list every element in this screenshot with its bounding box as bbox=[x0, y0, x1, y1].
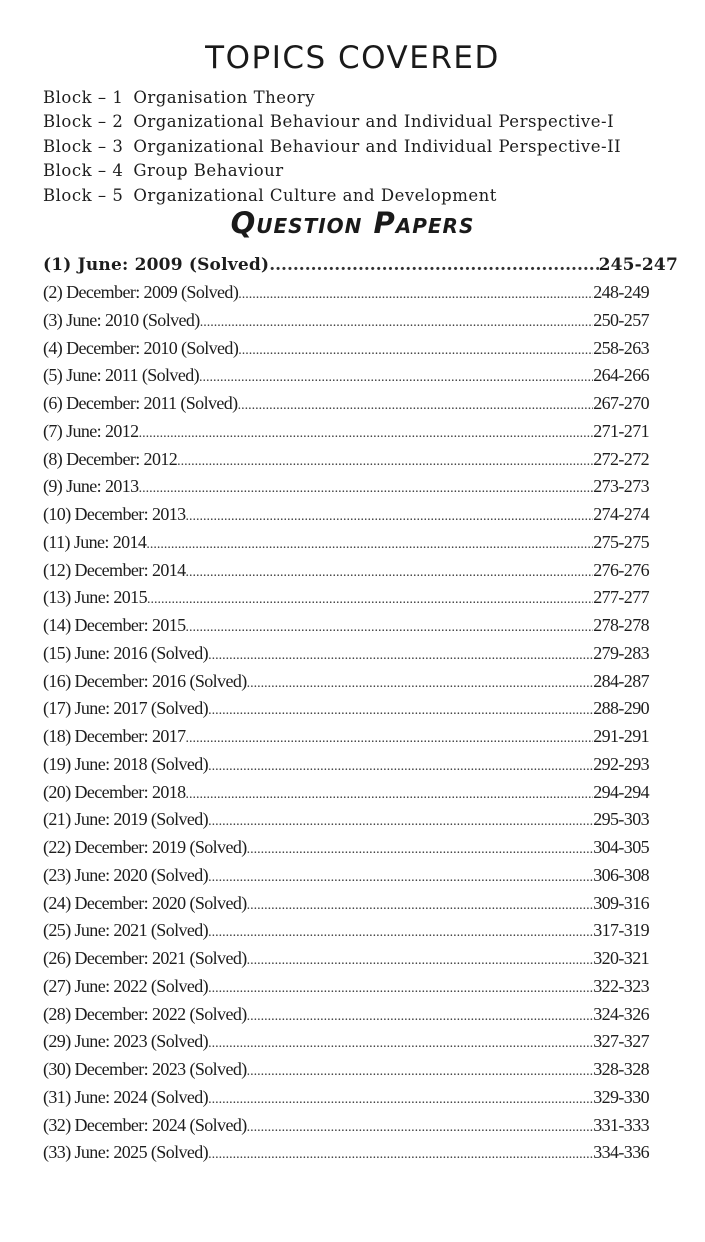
question-paper-entry bbox=[43, 862, 649, 890]
entry-page-range: 258-263 bbox=[593, 337, 649, 358]
entry-label: (2) December: 2009 (Solved) bbox=[43, 282, 239, 302]
question-paper-entry bbox=[43, 917, 649, 945]
question-paper-entry bbox=[43, 529, 649, 557]
entry-label: (15) June: 2016 (Solved) bbox=[43, 642, 209, 663]
dot-leader bbox=[247, 670, 594, 698]
entry-label: (7) June: 2012 bbox=[43, 420, 139, 441]
block-item bbox=[43, 135, 693, 159]
question-paper-entry bbox=[43, 335, 649, 363]
entry-page-range: 267-270 bbox=[593, 393, 649, 413]
entry-page-range: 271-271 bbox=[593, 420, 649, 441]
dot-leader bbox=[139, 475, 594, 503]
dot-leader bbox=[238, 337, 593, 365]
block-item bbox=[43, 159, 693, 183]
entry-label: (20) December: 2018 bbox=[43, 781, 186, 802]
block-item bbox=[43, 86, 693, 110]
dot-leader bbox=[200, 309, 594, 337]
entry-label: (24) December: 2020 (Solved) bbox=[43, 892, 247, 913]
dot-leader bbox=[186, 781, 594, 809]
entry-label: (32) December: 2024 (Solved) bbox=[43, 1114, 247, 1135]
dot-leader bbox=[247, 1003, 594, 1031]
entry-page-range: 320-321 bbox=[593, 948, 649, 968]
block-title: Organizational Behaviour and Individual Perspective-I bbox=[133, 112, 615, 132]
dot-leader bbox=[208, 1030, 593, 1058]
entry-label: (21) June: 2019 (Solved) bbox=[43, 809, 209, 830]
dot-leader bbox=[186, 559, 594, 587]
entry-label: (19) June: 2018 (Solved) bbox=[43, 753, 209, 774]
dot-leader bbox=[146, 531, 593, 559]
dot-leader bbox=[186, 503, 594, 531]
entry-label: (13) June: 2015 bbox=[43, 587, 147, 608]
question-paper-entry bbox=[43, 1001, 649, 1029]
entry-page-range: 284-287 bbox=[593, 670, 649, 691]
entry-page-range: 328-328 bbox=[593, 1059, 649, 1079]
entry-label: (25) June: 2021 (Solved) bbox=[43, 920, 209, 941]
entry-page-range: 291-291 bbox=[593, 726, 649, 746]
question-paper-entry bbox=[43, 973, 649, 1001]
dot-leader bbox=[247, 1114, 594, 1142]
entry-page-range: 245-247 bbox=[598, 255, 678, 275]
entry-label: (16) December: 2016 (Solved) bbox=[43, 670, 247, 691]
entry-label: (26) December: 2021 (Solved) bbox=[43, 948, 247, 968]
question-paper-entry bbox=[43, 612, 649, 640]
entry-page-range: 273-273 bbox=[593, 476, 649, 497]
question-paper-entry bbox=[43, 307, 649, 335]
question-paper-entry bbox=[43, 1139, 649, 1167]
question-paper-entry bbox=[43, 584, 649, 612]
entry-page-range: 276-276 bbox=[593, 559, 649, 580]
question-paper-list bbox=[43, 252, 678, 1167]
dot-leader bbox=[208, 864, 593, 892]
entry-label: (10) December: 2013 bbox=[43, 504, 186, 524]
entry-page-range: 324-326 bbox=[593, 1003, 649, 1024]
dot-leader bbox=[208, 919, 593, 947]
question-paper-entry bbox=[43, 751, 649, 779]
question-paper-entry bbox=[43, 668, 649, 696]
entry-page-range: 278-278 bbox=[593, 615, 649, 635]
entry-label: (33) June: 2025 (Solved) bbox=[43, 1142, 209, 1163]
entry-label: (1) June: 2009 (Solved) bbox=[43, 255, 270, 275]
entry-page-range: 272-272 bbox=[593, 448, 649, 469]
block-title: Organisation Theory bbox=[133, 88, 316, 107]
entry-label: (6) December: 2011 (Solved) bbox=[43, 393, 238, 413]
entry-label: (9) June: 2013 bbox=[43, 476, 139, 497]
entry-page-range: 304-305 bbox=[593, 837, 649, 857]
question-paper-entry bbox=[43, 1028, 649, 1056]
dot-leader bbox=[199, 364, 593, 392]
entry-page-range: 306-308 bbox=[593, 864, 649, 885]
question-paper-entry bbox=[43, 890, 649, 918]
entry-label: (12) December: 2014 bbox=[43, 559, 186, 580]
question-paper-entry bbox=[43, 252, 678, 279]
block-number: Block – 1 bbox=[43, 88, 124, 107]
question-paper-entry bbox=[43, 834, 649, 862]
dot-leader bbox=[238, 392, 594, 420]
entry-page-range: 250-257 bbox=[593, 309, 649, 330]
block-number: Block – 3 bbox=[43, 136, 124, 156]
entry-label: (28) December: 2022 (Solved) bbox=[43, 1003, 247, 1024]
topics-covered-heading: TOPICS COVERED bbox=[205, 40, 500, 76]
entry-page-range: 309-316 bbox=[593, 892, 649, 913]
question-paper-entry bbox=[43, 1084, 649, 1112]
dot-leader bbox=[147, 586, 593, 614]
question-paper-entry bbox=[43, 806, 649, 834]
dot-leader bbox=[177, 448, 593, 476]
entry-label: (3) June: 2010 (Solved) bbox=[43, 309, 200, 330]
dot-leader bbox=[247, 947, 594, 975]
block-title: Group Behaviour bbox=[133, 161, 284, 181]
entry-page-range: 295-303 bbox=[593, 809, 649, 830]
entry-page-range: 288-290 bbox=[593, 698, 649, 719]
dot-leader bbox=[208, 808, 593, 836]
question-paper-entry bbox=[43, 640, 649, 668]
entry-label: (30) December: 2023 (Solved) bbox=[43, 1059, 247, 1079]
question-paper-entry bbox=[43, 1056, 649, 1084]
dot-leader bbox=[238, 281, 593, 309]
dot-leader bbox=[186, 614, 594, 642]
entry-page-range: 294-294 bbox=[593, 781, 649, 802]
block-number: Block – 2 bbox=[43, 112, 124, 132]
entry-label: (27) June: 2022 (Solved) bbox=[43, 975, 209, 996]
block-title: Organizational Culture and Development bbox=[133, 185, 497, 205]
question-paper-entry bbox=[43, 446, 649, 474]
entry-page-range: 277-277 bbox=[593, 587, 649, 608]
entry-label: (8) December: 2012 bbox=[43, 448, 178, 469]
entry-page-range: 317-319 bbox=[593, 920, 649, 941]
question-paper-entry bbox=[43, 362, 649, 390]
dot-leader bbox=[247, 892, 594, 920]
block-number: Block – 5 bbox=[43, 185, 124, 205]
question-paper-entry bbox=[43, 473, 649, 501]
block-title: Organizational Behaviour and Individual Perspective-II bbox=[133, 136, 622, 156]
entry-label: (4) December: 2010 (Solved) bbox=[43, 337, 239, 358]
question-paper-entry bbox=[43, 945, 649, 973]
entry-label: (23) June: 2020 (Solved) bbox=[43, 864, 209, 885]
question-paper-entry bbox=[43, 695, 649, 723]
dot-leader bbox=[247, 836, 594, 864]
block-number: Block – 4 bbox=[43, 161, 124, 181]
dot-leader bbox=[186, 725, 594, 753]
entry-label: (22) December: 2019 (Solved) bbox=[43, 837, 247, 857]
block-list bbox=[43, 86, 693, 208]
dot-leader bbox=[247, 1058, 594, 1086]
entry-page-range: 329-330 bbox=[593, 1086, 649, 1107]
dot-leader bbox=[208, 753, 593, 781]
block-item bbox=[43, 110, 693, 134]
entry-page-range: 292-293 bbox=[593, 753, 649, 774]
question-paper-entry bbox=[43, 501, 649, 529]
entry-label: (14) December: 2015 bbox=[43, 615, 186, 635]
entry-label: (11) June: 2014 bbox=[43, 531, 147, 552]
dot-leader bbox=[139, 420, 594, 448]
dot-leader bbox=[208, 975, 593, 1003]
entry-page-range: 248-249 bbox=[593, 282, 649, 302]
question-paper-entry bbox=[43, 557, 649, 585]
entry-label: (29) June: 2023 (Solved) bbox=[43, 1031, 209, 1052]
entry-label: (17) June: 2017 (Solved) bbox=[43, 698, 209, 719]
entry-page-range: 279-283 bbox=[593, 642, 649, 663]
entry-label: (18) December: 2017 bbox=[43, 726, 186, 746]
block-item bbox=[43, 184, 693, 208]
dot-leader bbox=[208, 1086, 593, 1114]
entry-page-range: 275-275 bbox=[593, 531, 649, 552]
entry-label: (5) June: 2011 (Solved) bbox=[43, 365, 200, 386]
dot-leader bbox=[208, 1141, 593, 1169]
entry-page-range: 274-274 bbox=[593, 504, 649, 524]
dot-leader bbox=[269, 252, 598, 279]
entry-page-range: 334-336 bbox=[593, 1142, 649, 1163]
question-paper-entry bbox=[43, 279, 649, 307]
dot-leader bbox=[208, 642, 593, 670]
question-papers-heading: Question Papers bbox=[230, 206, 475, 240]
question-paper-entry bbox=[43, 418, 649, 446]
entry-page-range: 331-333 bbox=[593, 1114, 649, 1135]
entry-page-range: 264-266 bbox=[593, 365, 649, 386]
question-paper-entry bbox=[43, 390, 649, 418]
question-paper-entry bbox=[43, 723, 649, 751]
question-paper-entry bbox=[43, 779, 649, 807]
question-paper-entry bbox=[43, 1112, 649, 1140]
entry-page-range: 322-323 bbox=[593, 975, 649, 996]
dot-leader bbox=[208, 697, 593, 725]
entry-label: (31) June: 2024 (Solved) bbox=[43, 1086, 209, 1107]
entry-page-range: 327-327 bbox=[593, 1031, 649, 1052]
